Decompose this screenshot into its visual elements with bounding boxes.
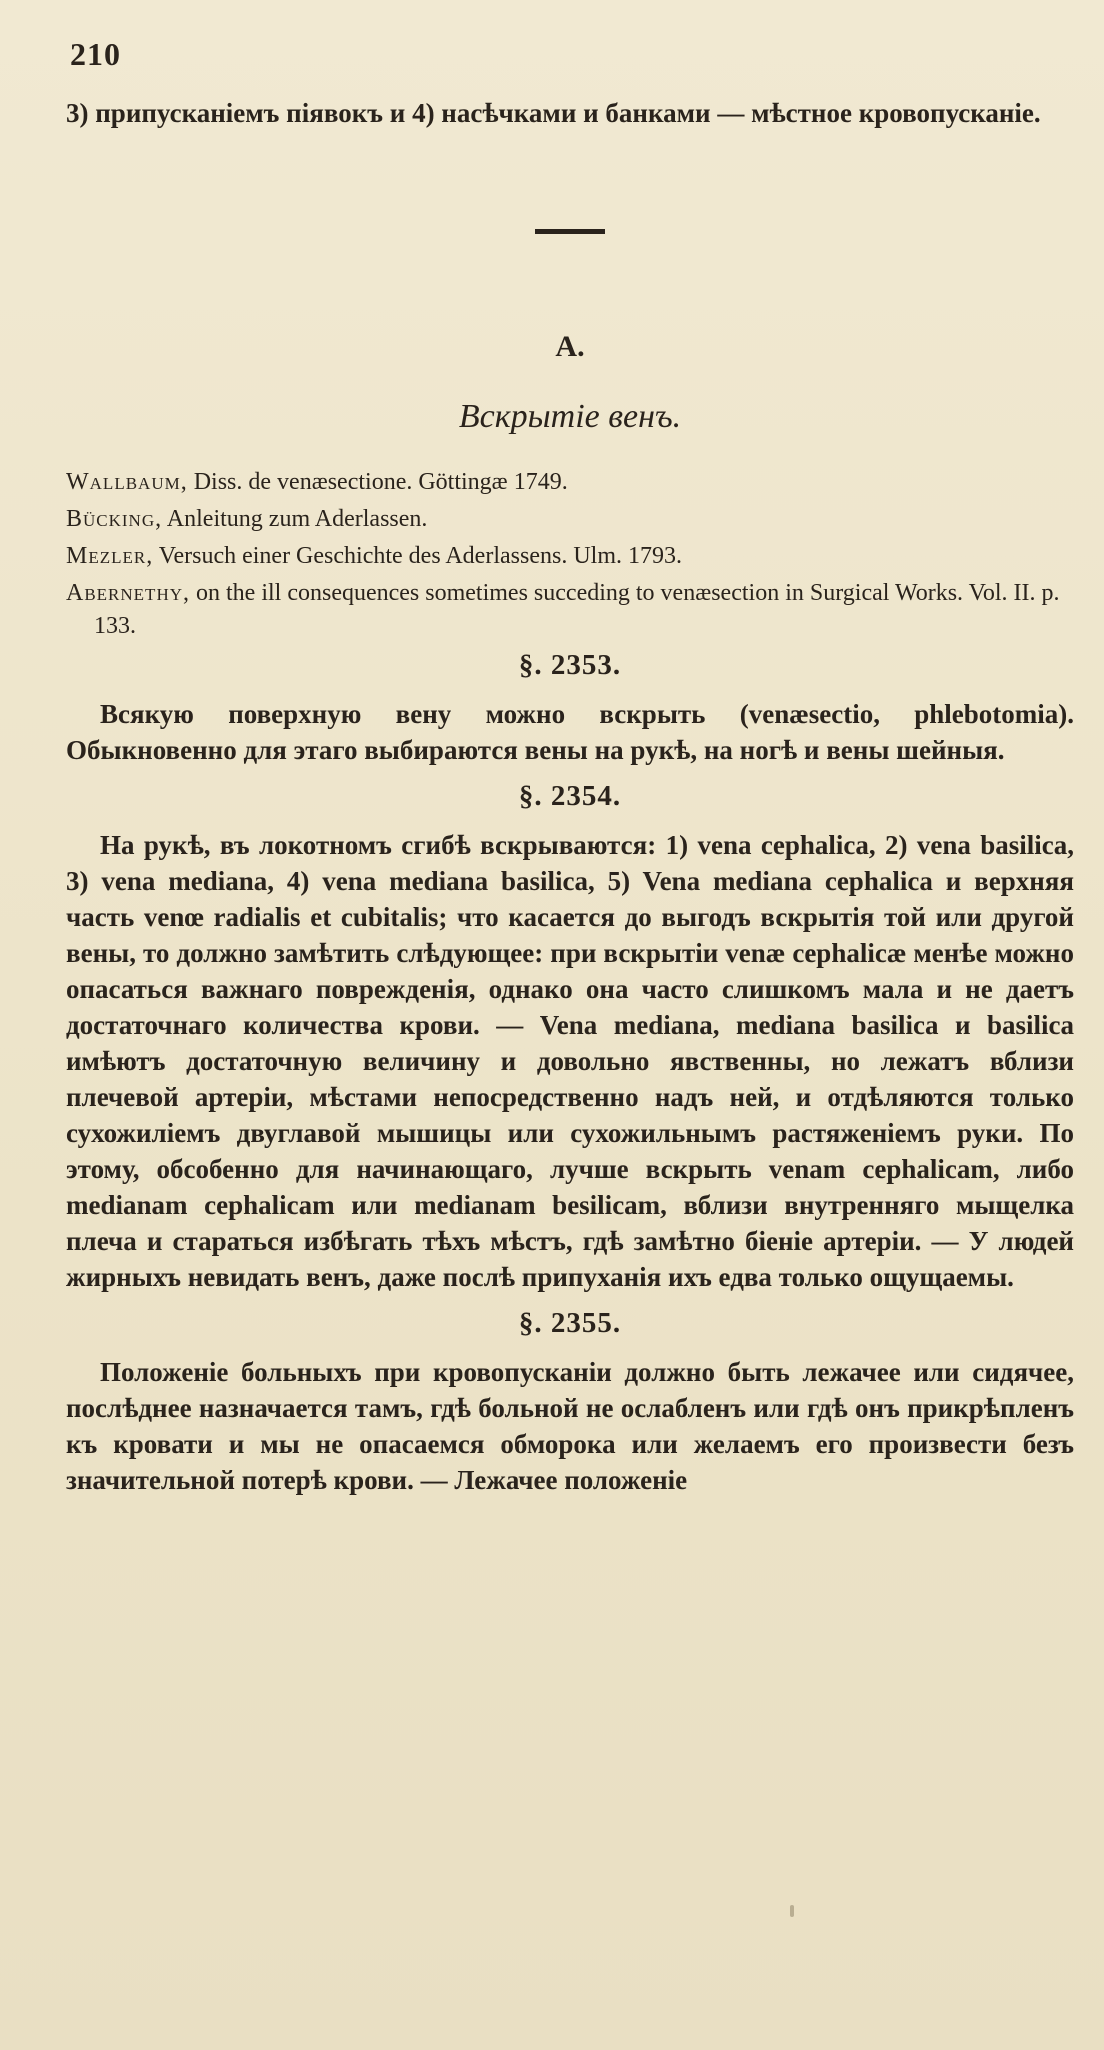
paper-blemish [790,1905,794,1917]
paragraph-text: Всякую поверхную вену можно вскрыть (venæsectio, phlebotomia). Обыкновенно для этаго выбираются вены на рукѣ, на ногѣ и вены шейныя. [66,699,1074,765]
paragraph-heading: §. 2354. [518,780,622,812]
reference-item [66,540,1074,573]
reference-author: Mezler, [66,543,154,569]
intro-text: 3) припусканіемъ піявокъ и 4) насѣчками и банками — мѣстное кровопусканіе. [66,98,1041,128]
section-divider [535,229,605,234]
page-number: 210 [70,36,121,72]
reference-item [66,466,1074,499]
reference-author: Wallbaum, [66,469,188,495]
reference-text: Anleitung zum Aderlassen. [162,506,428,532]
reference-author: Abernethy, [66,580,190,606]
reference-text: Versuch einer Geschichte des Aderlassens. Ulm. 1793. [153,543,682,569]
reference-text: on the ill consequences sometimes succeding to venæsection in Surgical Works. Vol. II. p. 133. [94,580,1060,639]
reference-author: Bücking, [66,506,163,532]
paragraph-heading: §. 2355. [518,1307,622,1339]
section-title: Вскрытіе венъ. [458,398,682,435]
reference-item [66,503,1074,536]
reference-item [66,577,1074,643]
paragraph-text: Положеніе больныхъ при кровопусканіи должно быть лежачее или сидячее, послѣднее назначается тамъ, гдѣ больной не ослабленъ или гдѣ онъ прикрѣпленъ къ кровати и мы не опасаемся обморока или желаемъ его произвести безъ значительной потерѣ крови. — Лежачее положеніе [66,1357,1074,1495]
paragraph-heading: §. 2353. [518,649,622,681]
references-list [66,466,1074,643]
paragraph-text: На рукѣ, въ локотномъ сгибѣ вскрываются: 1) vena cephalica, 2) vena basilica, 3) vena mediana, 4) vena mediana basilica, 5) Vena mediana cephalica и верхняя часть venœ radialis et cubitalis; что касается до выгодъ вскрытія той или другой вены, то должно замѣтить слѣдующее: при вскрытіи venæ cephalicæ менѣе можно опасаться важнаго поврежденія, однако она часто слишкомъ мала и не даетъ достаточнаго количества крови. — Vena mediana, mediana basilica и basilica имѣютъ достаточную величину и довольно явственны, но лежатъ вблизи плечевой артеріи, мѣстами непосредственно надъ ней, и отдѣляются только сухожиліемъ двуглавой мышицы или сухожильнымъ растяженіемъ руки. По этому, обсобенно для начинающаго, лучше вскрыть venam cephalicam, либо medianam cephalicam или medianam besilicam, вблизи внутренняго мыщелка плеча и стараться избѣгать тѣхъ мѣстъ, гдѣ замѣтно біеніе артеріи. — У людей жирныхъ невидать венъ, даже послѣ припуханія ихъ едва только ощущаемы. [66,830,1074,1292]
section-letter: A. [555,330,585,363]
reference-text: Diss. de venæsectione. Göttingæ 1749. [187,469,568,495]
